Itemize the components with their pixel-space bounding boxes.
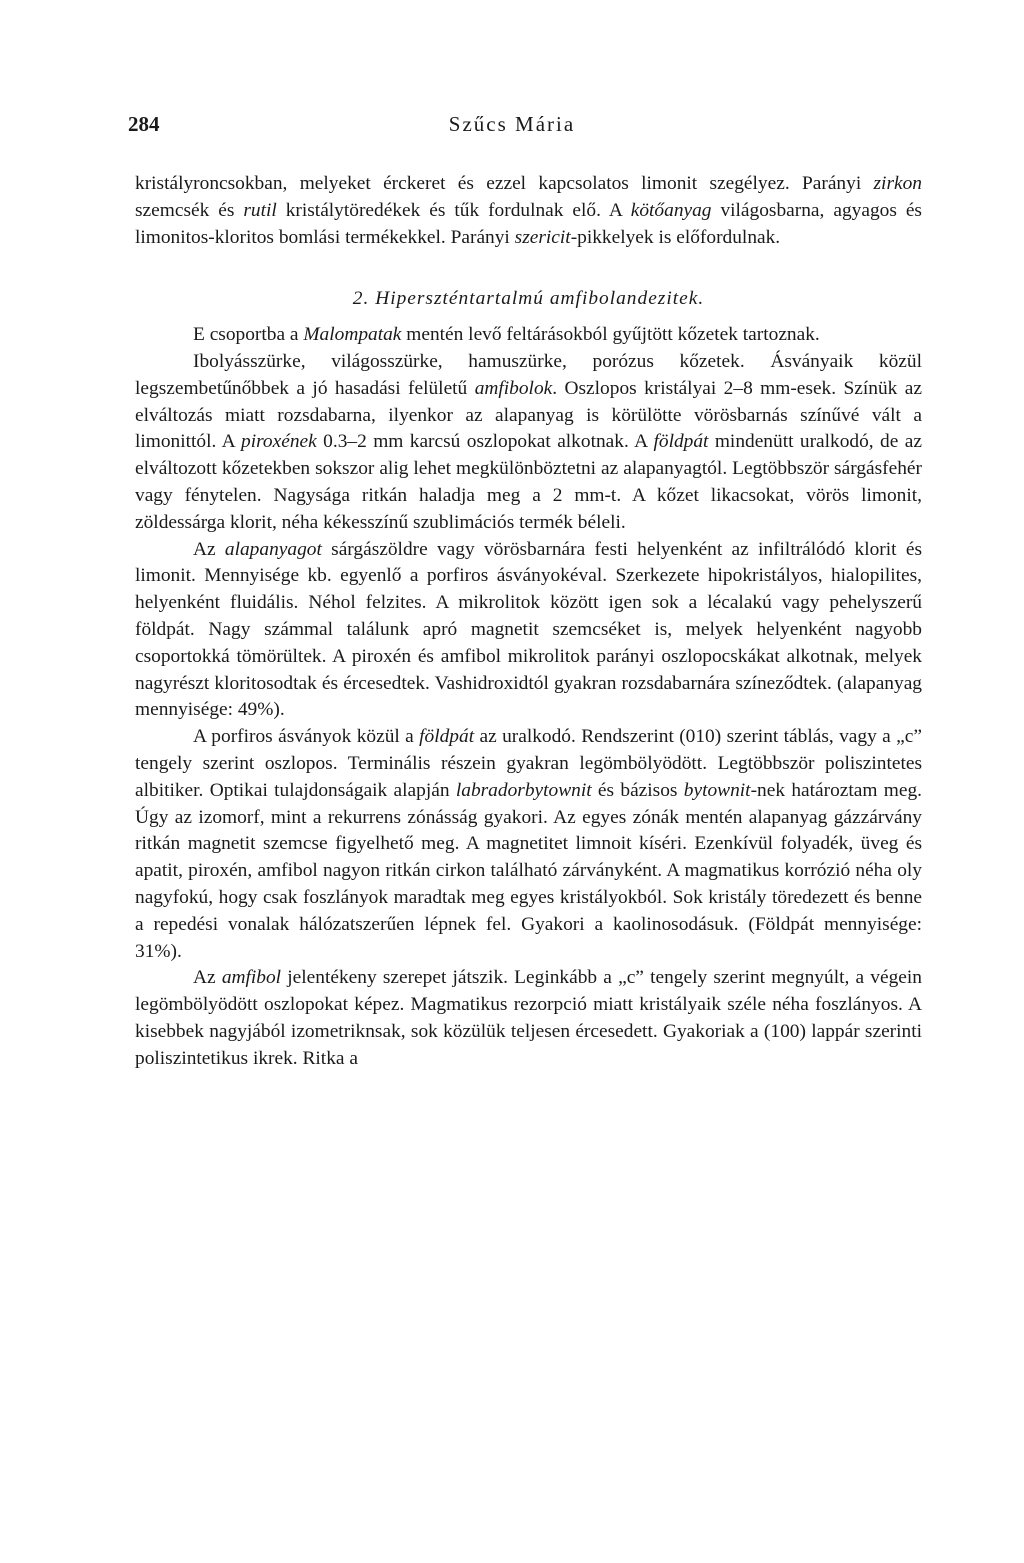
text-run: 0.3–2 mm karcsú oszlopokat alkotnak. A (316, 431, 654, 453)
text-run: Az (193, 967, 222, 989)
text-run: A porfiros ásványok közül a (193, 726, 420, 748)
text-run: Ibolyásszürke, világosszürke, hamuszürke, porózus kőzetek. Ásványaik közül legszembetűnőbbek a jó hasadási felületű (135, 350, 922, 399)
paragraph (135, 349, 922, 537)
text-run: . Oszlopos kristályai 2–8 mm-esek. Színük az elváltozás miatt rozsdabarna, ilyenkor az alapanyag is körülötte vörösbarnás színűvé vált a limonittól. A (135, 377, 923, 453)
paragraph (135, 965, 922, 1072)
italic-term: piroxének (241, 431, 317, 453)
text-run: kristálytöredékek és tűk fordulnak elő. A (276, 199, 631, 221)
italic-term: amfibol (221, 967, 282, 989)
text-run: és bázisos (591, 779, 684, 801)
page-header (0, 112, 1024, 148)
italic-term: földpát (653, 431, 709, 453)
paragraph (135, 724, 922, 965)
text-run: mentén levő feltárásokból gyűjtött kőzetek tartoznak. (401, 324, 820, 346)
italic-term: földpát (419, 726, 475, 748)
italic-term: alapanyagot (224, 538, 322, 560)
paragraph (135, 171, 922, 251)
body-text (135, 171, 922, 1073)
text-run: világosbarna, agyagos és limonitos-kloritos bomlási termékekkel. Parányi (135, 199, 922, 248)
text-run: -nek határoztam meg. Úgy az izomorf, mint a rekurrens zónásság gyakori. Az egyes zónák mentén alapanyag gázzárvány ritkán magnetit szemcse figyelhető meg. A magnetitet limnoit kíséri. Ezenkívül folyadék, üveg és apatit, piroxén, amfibol nagyon ritkán cirkon található zárványként. A magmatikus korrózió néha oly nagyfokú, hogy csak foszlányok maradtak meg egyes kristályokból. Sok kristály töredezett és benne a repedési vonalak hálózatszerűen lépnek fel. Gyakori a kaolinosodásuk. (Földpát mennyisége: 31%). (135, 779, 923, 962)
italic-term: amfibolok (474, 377, 553, 399)
text-run: 2. Hiperszténtartalmú amfibolandezitek. (352, 288, 705, 310)
paragraph (135, 537, 922, 725)
text-run: mindenütt uralkodó, de az elváltozott kőzetekben sokszor alig lehet megkülönböztetni az alapanyagtól. Legtöbbször sárgásfehér vagy fénytelen. Nagysága ritkán haladja meg a 2 mm-t. A kőzet likacsokat, vörös limonit, zöldessárga klorit, néha kékesszínű szublimációs termék béleli. (135, 431, 922, 533)
italic-term: zirkon (873, 173, 922, 194)
paragraph (135, 322, 922, 349)
italic-term: Malompatak (303, 324, 402, 346)
text-run: jelentékeny szerepet játszik. Leginkább a „c” tengely szerint megnyúlt, a végein legömbölyödött oszlopokat képez. Magmatikus rezorpció miatt kristályaik széle néha foszlányos. A kisebbek nagyjából izometriknsak, sok közülük teljesen ércesedett. Gyakoriak a (100) lappár szerinti poliszintetikus ikrek. Ritka a (135, 967, 922, 1069)
text-run: sárgászöldre vagy vörösbarnára festi helyenként az infiltrálódó klorit és limonit. Mennyisége kb. egyenlő a porfiros ásványokéval. Szerkezete hipokristályos, hialopilites, helyenként fluidális. Néhol felzites. A mikrolitok között igen sok a lécalakú vagy pehelyszerű földpát. Nagy számmal találunk apró magnetit szemcséket is, melyek helyenként nagyobb csoportokká tömörültek. A piroxén és amfibol mikrolitok parányi oszlopocskákat alkotnak, melyek nagyrészt kloritosodtak és ércesedtek. Vashidroxidtól gyakran rozsdabarnára színeződtek. (alapanyag mennyisége: 49%). (135, 538, 922, 721)
text-run: kristályroncsokban, melyeket érckeret és ezzel kapcsolatos limonit szegélyez. Parányi (135, 173, 874, 194)
text-run: Az (193, 538, 225, 560)
section-heading (135, 286, 922, 313)
text-run: szemcsék és (135, 199, 244, 221)
italic-term: szericit (514, 226, 571, 248)
italic-term: bytownit (683, 779, 751, 801)
page-number: 284 (128, 112, 160, 136)
italic-term: labradorbytownit (455, 779, 592, 801)
text-run: -pikkelyek is előfordulnak. (570, 226, 781, 248)
italic-term: rutil (243, 199, 277, 221)
text-run: E csoportba a (193, 324, 304, 346)
italic-term: kötőanyag (630, 199, 712, 221)
text-run: az uralkodó. Rendszerint (010) szerint táblás, vagy a „c” tengely szerint oszlopos. Terminális részein gyakran legömbölyödött. Legtöbbször poliszintetes albitiker. Optikai tulajdonságaik alapján (135, 726, 922, 801)
running-head-author: Szűcs Mária (448, 112, 576, 136)
